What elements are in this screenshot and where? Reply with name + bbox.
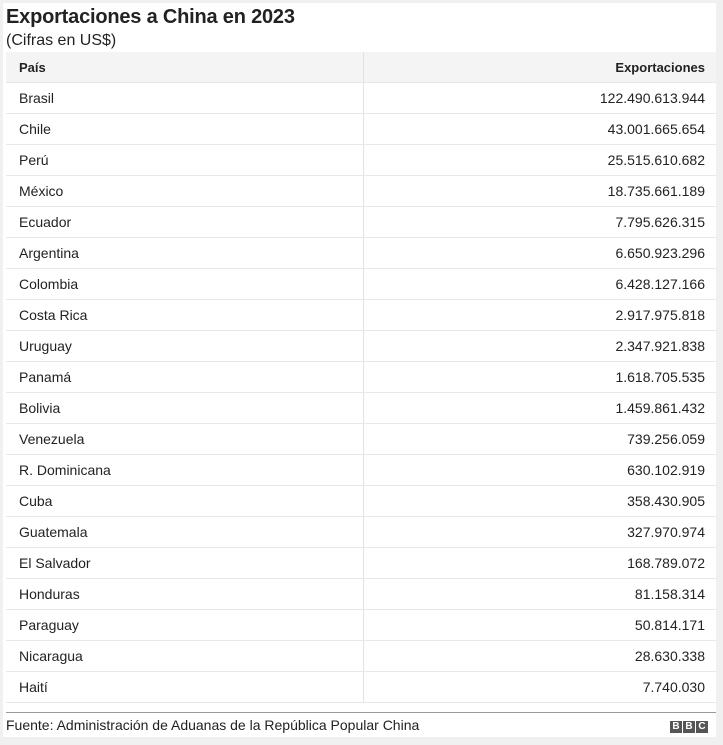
exports-value-cell: 7.740.030 xyxy=(363,672,716,703)
exports-value-cell: 1.459.861.432 xyxy=(363,393,716,424)
exports-value-cell: 122.490.613.944 xyxy=(363,83,716,114)
country-cell: Venezuela xyxy=(6,424,363,455)
country-cell: Cuba xyxy=(6,486,363,517)
table-row xyxy=(6,610,716,641)
exports-value-cell: 2.347.921.838 xyxy=(363,331,716,362)
table-row xyxy=(6,300,716,331)
country-cell: Costa Rica xyxy=(6,300,363,331)
table-row xyxy=(6,393,716,424)
country-cell: R. Dominicana xyxy=(6,455,363,486)
table-row xyxy=(6,424,716,455)
table-row xyxy=(6,176,716,207)
exports-value-cell: 2.917.975.818 xyxy=(363,300,716,331)
country-cell: Honduras xyxy=(6,579,363,610)
country-cell: El Salvador xyxy=(6,548,363,579)
country-cell: Ecuador xyxy=(6,207,363,238)
table-row xyxy=(6,517,716,548)
exports-value-cell: 18.735.661.189 xyxy=(363,176,716,207)
bbc-logo-letter: B xyxy=(683,721,695,733)
table-row xyxy=(6,486,716,517)
source-divider xyxy=(6,712,716,713)
country-cell: Guatemala xyxy=(6,517,363,548)
chart-subtitle: (Cifras en US$) xyxy=(6,32,117,49)
source-note: Fuente: Administración de Aduanas de la República Popular China xyxy=(6,717,420,733)
bbc-logo-letter: B xyxy=(670,721,682,733)
exports-value-cell: 25.515.610.682 xyxy=(363,145,716,176)
table-row xyxy=(6,269,716,300)
exports-value-cell: 739.256.059 xyxy=(363,424,716,455)
bbc-logo-letter: C xyxy=(696,721,708,733)
table-body xyxy=(6,83,716,703)
table-header-row xyxy=(6,52,716,83)
exports-value-cell: 6.650.923.296 xyxy=(363,238,716,269)
table-row xyxy=(6,455,716,486)
table-row xyxy=(6,641,716,672)
table-row xyxy=(6,672,716,703)
country-cell: Argentina xyxy=(6,238,363,269)
exports-value-cell: 168.789.072 xyxy=(363,548,716,579)
country-cell: Uruguay xyxy=(6,331,363,362)
exports-value-cell: 6.428.127.166 xyxy=(363,269,716,300)
exports-value-cell: 43.001.665.654 xyxy=(363,114,716,145)
table-row xyxy=(6,83,716,114)
table-row xyxy=(6,331,716,362)
table-row xyxy=(6,207,716,238)
table-row xyxy=(6,114,716,145)
chart-card xyxy=(3,3,716,737)
exports-value-cell: 50.814.171 xyxy=(363,610,716,641)
country-cell: Nicaragua xyxy=(6,641,363,672)
chart-title: Exportaciones a China en 2023 xyxy=(6,6,295,28)
table-row xyxy=(6,548,716,579)
country-cell: Panamá xyxy=(6,362,363,393)
country-cell: Perú xyxy=(6,145,363,176)
bbc-logo xyxy=(670,721,708,733)
table-row xyxy=(6,362,716,393)
country-cell: Colombia xyxy=(6,269,363,300)
country-cell: Brasil xyxy=(6,83,363,114)
exports-value-cell: 358.430.905 xyxy=(363,486,716,517)
exports-value-cell: 630.102.919 xyxy=(363,455,716,486)
exports-value-cell: 1.618.705.535 xyxy=(363,362,716,393)
column-header-exports: Exportaciones xyxy=(363,52,716,83)
exports-value-cell: 28.630.338 xyxy=(363,641,716,672)
country-cell: Chile xyxy=(6,114,363,145)
table-row xyxy=(6,579,716,610)
country-cell: México xyxy=(6,176,363,207)
column-header-country: País xyxy=(6,52,363,83)
exports-value-cell: 81.158.314 xyxy=(363,579,716,610)
exports-value-cell: 7.795.626.315 xyxy=(363,207,716,238)
country-cell: Haití xyxy=(6,672,363,703)
country-cell: Bolivia xyxy=(6,393,363,424)
exports-table xyxy=(6,52,716,703)
table-row xyxy=(6,238,716,269)
table-row xyxy=(6,145,716,176)
country-cell: Paraguay xyxy=(6,610,363,641)
exports-value-cell: 327.970.974 xyxy=(363,517,716,548)
